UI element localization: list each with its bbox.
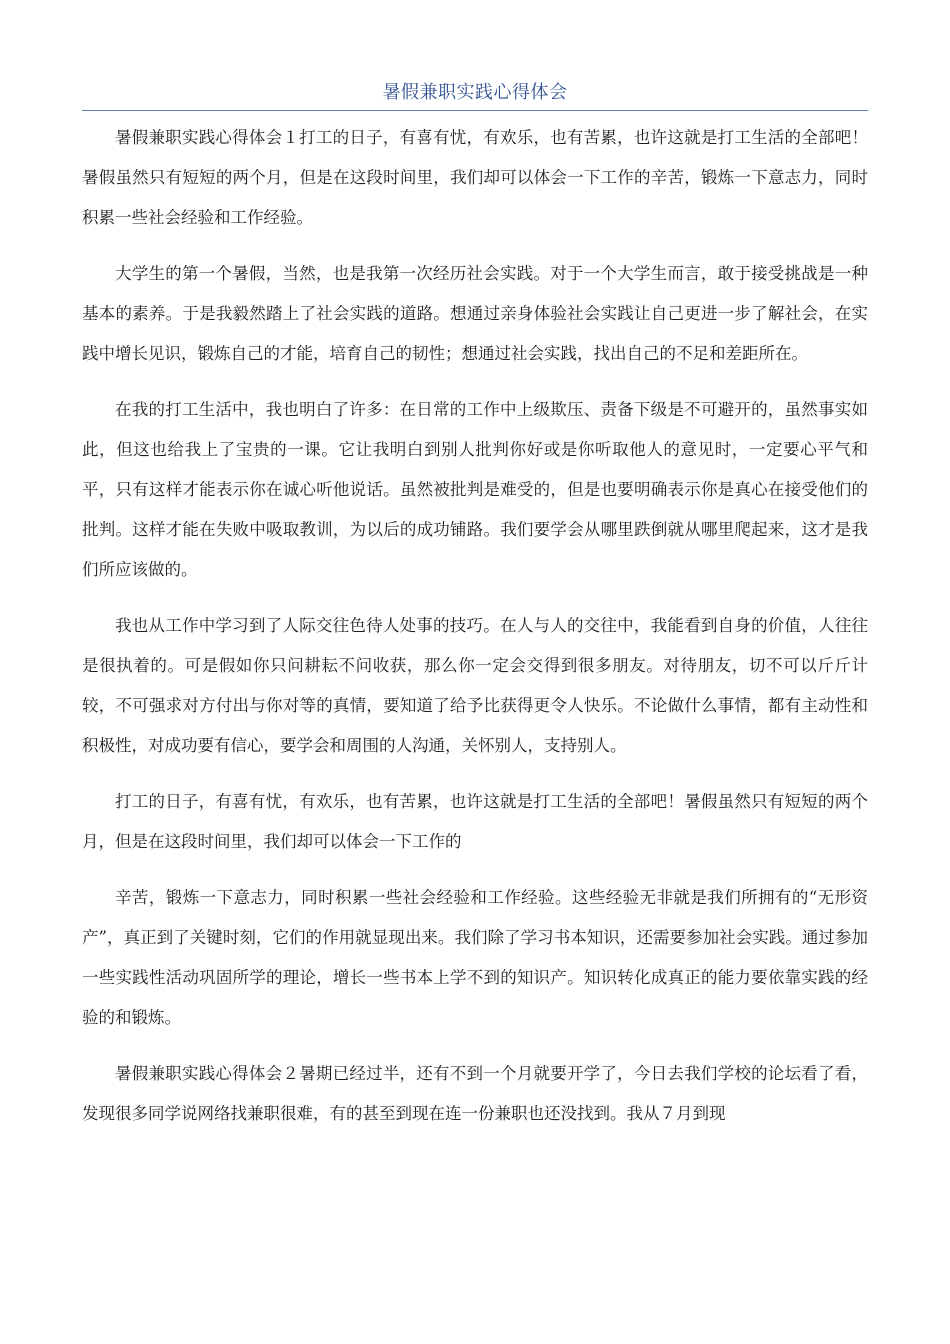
paragraph-5: 打工的日子，有喜有忧，有欢乐，也有苦累，也许这就是打工生活的全部吧！暑假虽然只有短短的两个月，但是在这段时间里，我们却可以体会一下工作的 <box>82 792 868 851</box>
document-body <box>82 118 868 1150</box>
document-header <box>82 80 868 111</box>
paragraph-1: 暑假兼职实践心得体会１打工的日子，有喜有忧，有欢乐，也有苦累，也许这就是打工生活的全部吧！暑假虽然只有短短的两个月，但是在这段时间里，我们却可以体会一下工作的辛苦，锻炼一下意志力，同时积累一些社会经验和工作经验。 <box>82 128 868 227</box>
paragraph-7: 暑假兼职实践心得体会２暑期已经过半，还有不到一个月就要开学了，今日去我们学校的论坛看了看，发现很多同学说网络找兼职很难，有的甚至到现在连一份兼职也还没找到。我从７月到现 <box>82 1064 868 1123</box>
document-title: 暑假兼职实践心得体会 <box>382 82 568 103</box>
paragraph-3: 在我的打工生活中，我也明白了许多：在日常的工作中上级欺压、责备下级是不可避开的，虽然事实如此，但这也给我上了宝贵的一课。它让我明白到别人批判你好或是你听取他人的意见时，一定要心平气和平，只有这样才能表示你在诚心听他说话。虽然被批判是难受的，但是也要明确表示你是真心在接受他们的批判。这样才能在失败中吸取教训，为以后的成功铺路。我们要学会从哪里跌倒就从哪里爬起来，这才是我们所应该做的。 <box>82 400 868 579</box>
paragraph-4: 我也从工作中学习到了人际交往色待人处事的技巧。在人与人的交往中，我能看到自身的价值，人往往是很执着的。可是假如你只问耕耘不问收获，那么你一定会交得到很多朋友。对待朋友，切不可以斤斤计较，不可强求对方付出与你对等的真情，要知道了给予比获得更令人快乐。不论做什么事情，都有主动性和积极性，对成功要有信心，要学会和周围的人沟通，关怀别人，支持别人。 <box>82 616 868 755</box>
paragraph-6: 辛苦，锻炼一下意志力，同时积累一些社会经验和工作经验。这些经验无非就是我们所拥有的“无形资产”，真正到了关键时刻，它们的作用就显现出来。我们除了学习书本知识，还需要参加社会实践。通过参加一些实践性活动巩固所学的理论，增长一些书本上学不到的知识产。知识转化成真正的能力要依靠实践的经验的和锻炼。 <box>82 888 868 1027</box>
paragraph-2: 大学生的第一个暑假，当然，也是我第一次经历社会实践。对于一个大学生而言，敢于接受挑战是一种基本的素养。于是我毅然踏上了社会实践的道路。想通过亲身体验社会实践让自己更进一步了解社会，在实践中增长见识，锻炼自己的才能，培育自己的韧性；想通过社会实践，找出自己的不足和差距所在。 <box>82 264 868 363</box>
